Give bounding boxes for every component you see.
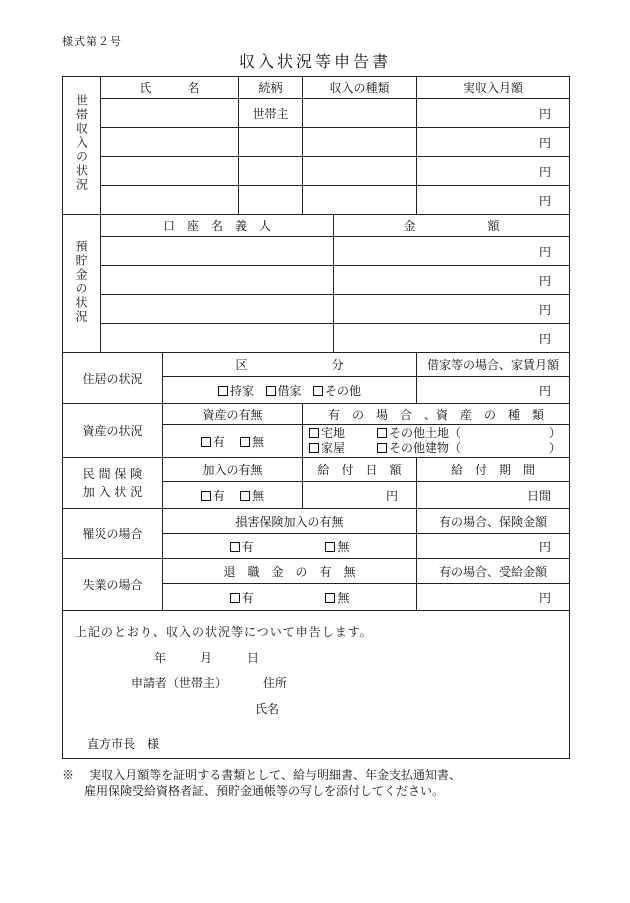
household-type-field[interactable] bbox=[303, 99, 417, 128]
assets-yes-checkbox[interactable]: 有 bbox=[201, 435, 225, 449]
unemployment-header: 退 職 金 の 有 無 bbox=[163, 559, 417, 584]
household-amount-field[interactable]: 円 bbox=[417, 186, 570, 215]
land-checkbox[interactable]: 宅地 bbox=[309, 426, 377, 441]
unemployment-options bbox=[163, 584, 417, 611]
household-name-field[interactable] bbox=[101, 186, 239, 215]
housing-label: 住居の状況 bbox=[63, 353, 163, 404]
insurance-benefit-header: 給 付 日 額 bbox=[303, 458, 417, 482]
savings-amount-field[interactable]: 円 bbox=[334, 237, 570, 266]
assets-presence-header: 資産の有無 bbox=[163, 404, 303, 425]
date-month: 月 bbox=[200, 651, 213, 665]
housing-category-header: 区 分 bbox=[163, 353, 417, 377]
housing-header-row bbox=[63, 353, 570, 377]
savings-holder-field[interactable] bbox=[101, 237, 334, 266]
assets-label: 資産の状況 bbox=[63, 404, 163, 458]
assets-no-checkbox[interactable]: 無 bbox=[240, 435, 264, 449]
note-mark: ※ bbox=[62, 768, 75, 782]
savings-amount-field[interactable]: 円 bbox=[334, 295, 570, 324]
page-title: 収入状況等申告書 bbox=[238, 52, 391, 71]
disaster-label: 罹災の場合 bbox=[63, 509, 163, 559]
household-relation-header: 続柄 bbox=[239, 77, 303, 99]
applicant-label: 申請者（世帯主） bbox=[131, 676, 228, 690]
insurance-benefit-field[interactable]: 円 bbox=[303, 482, 417, 509]
house-checkbox[interactable]: 家屋 bbox=[309, 441, 377, 456]
name-label: 氏名 bbox=[255, 702, 280, 716]
disaster-no-checkbox[interactable]: 無 bbox=[325, 540, 349, 554]
assets-header-row bbox=[63, 404, 570, 425]
declaration-row bbox=[63, 611, 570, 759]
severance-yes-checkbox[interactable]: 有 bbox=[230, 589, 322, 606]
assets-type-header: 有 の 場 合 、資 産 の 種 類 bbox=[303, 404, 570, 425]
household-type-header: 収入の種類 bbox=[303, 77, 417, 99]
date-day: 日 bbox=[247, 651, 260, 665]
savings-section-label: 預貯金の状況 bbox=[63, 215, 101, 353]
insurance-join bbox=[163, 482, 303, 509]
rented-checkbox[interactable]: 借家 bbox=[266, 384, 302, 398]
savings-header-row bbox=[63, 215, 570, 237]
household-relation-field[interactable] bbox=[239, 186, 303, 215]
assets-types bbox=[303, 425, 570, 458]
declaration-form-table bbox=[62, 76, 570, 759]
household-row bbox=[63, 128, 570, 157]
assets-presence bbox=[163, 425, 303, 458]
household-amount-field[interactable]: 円 bbox=[417, 99, 570, 128]
housing-rent-header: 借家等の場合、家賃月額 bbox=[417, 353, 570, 377]
date-year: 年 bbox=[154, 651, 167, 665]
disaster-amount-field[interactable]: 円 bbox=[417, 534, 570, 559]
note-line-2: 雇用保険受給資格者証、預貯金通帳等の写しを添付してください。 bbox=[84, 784, 445, 798]
household-name-header: 氏 名 bbox=[101, 77, 239, 99]
declaration-block bbox=[63, 611, 570, 759]
rent-amount-field[interactable]: 円 bbox=[417, 377, 570, 404]
insurance-no-checkbox[interactable]: 無 bbox=[240, 489, 264, 503]
owned-checkbox[interactable]: 持家 bbox=[218, 384, 254, 398]
note-line-1: 実収入月額等を証明する書類として、給与明細書、年金支払通知書、 bbox=[89, 768, 462, 782]
household-relation-field[interactable] bbox=[239, 128, 303, 157]
household-name-field[interactable] bbox=[101, 128, 239, 157]
savings-amount-field[interactable]: 円 bbox=[334, 266, 570, 295]
addressee: 直方市長 様 bbox=[87, 737, 160, 751]
savings-holder-field[interactable] bbox=[101, 266, 334, 295]
savings-holder-field[interactable] bbox=[101, 295, 334, 324]
address-label: 住所 bbox=[263, 676, 288, 690]
disaster-header-row bbox=[63, 509, 570, 534]
household-name-field[interactable] bbox=[101, 99, 239, 128]
household-type-field[interactable] bbox=[303, 186, 417, 215]
disaster-amount-header: 有の場合、保険金額 bbox=[417, 509, 570, 534]
insurance-header-row bbox=[63, 458, 570, 482]
savings-row bbox=[63, 324, 570, 353]
household-relation-field[interactable]: 世帯主 bbox=[239, 99, 303, 128]
disaster-header: 損害保険加入の有無 bbox=[163, 509, 417, 534]
declaration-statement: 上記のとおり、収入の状況等について申告します。 bbox=[75, 625, 373, 639]
household-amount-header: 実収入月額 bbox=[417, 77, 570, 99]
insurance-period-header: 給 付 期 間 bbox=[417, 458, 570, 482]
unemployment-amount-header: 有の場合、受給金額 bbox=[417, 559, 570, 584]
other-land-close: ） bbox=[549, 426, 562, 440]
housing-options bbox=[163, 377, 417, 404]
household-header-row bbox=[63, 77, 570, 99]
insurance-join-header: 加入の有無 bbox=[163, 458, 303, 482]
savings-holder-field[interactable] bbox=[101, 324, 334, 353]
attachment-note bbox=[62, 767, 569, 799]
savings-row bbox=[63, 237, 570, 266]
unemployment-label: 失業の場合 bbox=[63, 559, 163, 611]
household-type-field[interactable] bbox=[303, 157, 417, 186]
savings-row bbox=[63, 266, 570, 295]
household-relation-field[interactable] bbox=[239, 157, 303, 186]
insurance-label: 民 間 保 険 加 入 状 況 bbox=[63, 458, 163, 509]
insurance-period-field[interactable]: 日間 bbox=[417, 482, 570, 509]
other-housing-checkbox[interactable]: その他 bbox=[313, 384, 361, 398]
other-land-checkbox[interactable]: その他土地（ bbox=[377, 426, 461, 440]
savings-holder-header: 口 座 名 義 人 bbox=[101, 215, 334, 237]
form-number: 様式第２号 bbox=[62, 35, 122, 48]
unemployment-header-row bbox=[63, 559, 570, 584]
other-building-close: ） bbox=[549, 441, 562, 455]
household-section-label: 世帯収入の状況 bbox=[63, 77, 101, 215]
household-type-field[interactable] bbox=[303, 128, 417, 157]
household-row bbox=[63, 186, 570, 215]
disaster-options bbox=[163, 534, 417, 559]
household-row bbox=[63, 157, 570, 186]
savings-row bbox=[63, 295, 570, 324]
household-row bbox=[63, 99, 570, 128]
unemployment-amount-field[interactable]: 円 bbox=[417, 584, 570, 611]
savings-amount-header: 金 額 bbox=[334, 215, 570, 237]
savings-amount-field[interactable]: 円 bbox=[334, 324, 570, 353]
household-amount-field[interactable]: 円 bbox=[417, 157, 570, 186]
household-amount-field[interactable]: 円 bbox=[417, 128, 570, 157]
disaster-yes-checkbox[interactable]: 有 bbox=[230, 538, 322, 555]
other-building-checkbox[interactable]: その他建物（ bbox=[377, 441, 461, 455]
severance-no-checkbox[interactable]: 無 bbox=[325, 591, 349, 605]
household-name-field[interactable] bbox=[101, 157, 239, 186]
insurance-yes-checkbox[interactable]: 有 bbox=[201, 489, 225, 503]
